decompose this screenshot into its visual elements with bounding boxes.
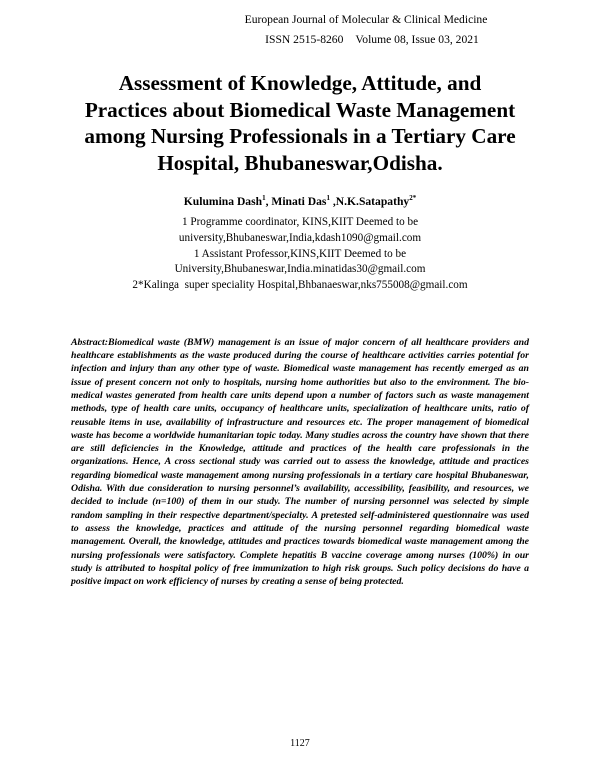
- journal-name: European Journal of Molecular & Clinical Medicine: [244, 13, 488, 26]
- title-line: among Nursing Professionals in a Tertiary Care: [84, 124, 516, 149]
- page-number: 1127: [290, 738, 310, 749]
- author-separator: ,: [265, 194, 272, 208]
- affiliation-line: university,Bhubaneswar,India,kdash1090@gmail.com: [178, 231, 422, 244]
- issn-volume-line: [0, 33, 600, 46]
- author-name: N.K.Satapathy: [335, 194, 410, 208]
- issn: ISSN 2515-8260: [265, 33, 344, 46]
- affiliation-line: 1 Programme coordinator, KINS,KIIT Deemed to be: [181, 216, 419, 228]
- author-affiliation-mark: 1: [262, 194, 266, 202]
- affiliation-line: University,Bhubaneswar,India.minatidas30@gmail.com: [174, 263, 426, 276]
- title-line: Hospital, Bhubaneswar,Odisha.: [157, 150, 443, 175]
- affiliations: [0, 215, 600, 294]
- title-line: Assessment of Knowledge, Attitude, and: [118, 71, 482, 95]
- author-name: Kulumina Dash: [183, 194, 263, 208]
- affiliation-line: 1 Assistant Professor,KINS,KIIT Deemed to be: [193, 247, 407, 260]
- paper-title: [55, 70, 545, 176]
- author-list: [0, 194, 600, 208]
- author-separator: ,: [329, 194, 336, 208]
- author-affiliation-mark: 1: [326, 194, 330, 202]
- running-header: [0, 13, 600, 46]
- title-line: Practices about Biomedical Waste Management: [84, 97, 516, 122]
- affiliation-line: 2*Kalinga super speciality Hospital,Bhbanaeswar,nks755008@gmail.com: [132, 279, 468, 292]
- author-affiliation-mark: 2*: [409, 194, 417, 202]
- volume-issue: Volume 08, Issue 03, 2021: [355, 33, 479, 46]
- abstract: Abstract:Biomedical waste (BMW) management is an issue of major concern of all healthcare providers and healthcare establishments as the waste produced during the course of healthcare activities carries potential for infection and injury than any other type of waste. Biomedical waste management has recently emerged as an issue of present concern not only to hospitals, nursing home authorities but also to the environment. The bio-medical wastes generated from health care units depend upon a number of factors such as waste management methods, type of health care units, occupancy of healthcare units, specialization of healthcare units, ratio of reusable items in use, availability of infrastructure and resources etc. The proper management of biomedical waste has become a worldwide humanitarian topic today. Many studies across the country have shown that there are still deficiencies in the Knowledge, attitude and practices of the health care professionals in the organizations. Hence, A cross sectional study was carried out to assess the knowledge, attitude and practices regarding biomedical waste management among nursing professionals in a tertiary care hospital Bhubaneswar, Odisha. With due consideration to nursing personnel’s availability, accessibility, feasibility, and resources, we decided to include (n=100) of them in our study. The number of nursing personnel was selected by simple random sampling in their respective department/specialty. A pretested self-administered questionnaire was used to assess the knowledge, practices and attitude of the nursing personnel regarding biomedical waste management. Overall, the knowledge, attitudes and practices towards biomedical waste management among the nursing professionals were satisfactory. Complete hepatitis B vaccine coverage among nurses (100%) in our study is attributed to hospital policy of free immunization to high risk groups. Such policy decisions do have a positive impact on work efficiency of nurses by creating a sense of being protected.: [71, 336, 529, 588]
- author-name: Minati Das: [271, 194, 327, 208]
